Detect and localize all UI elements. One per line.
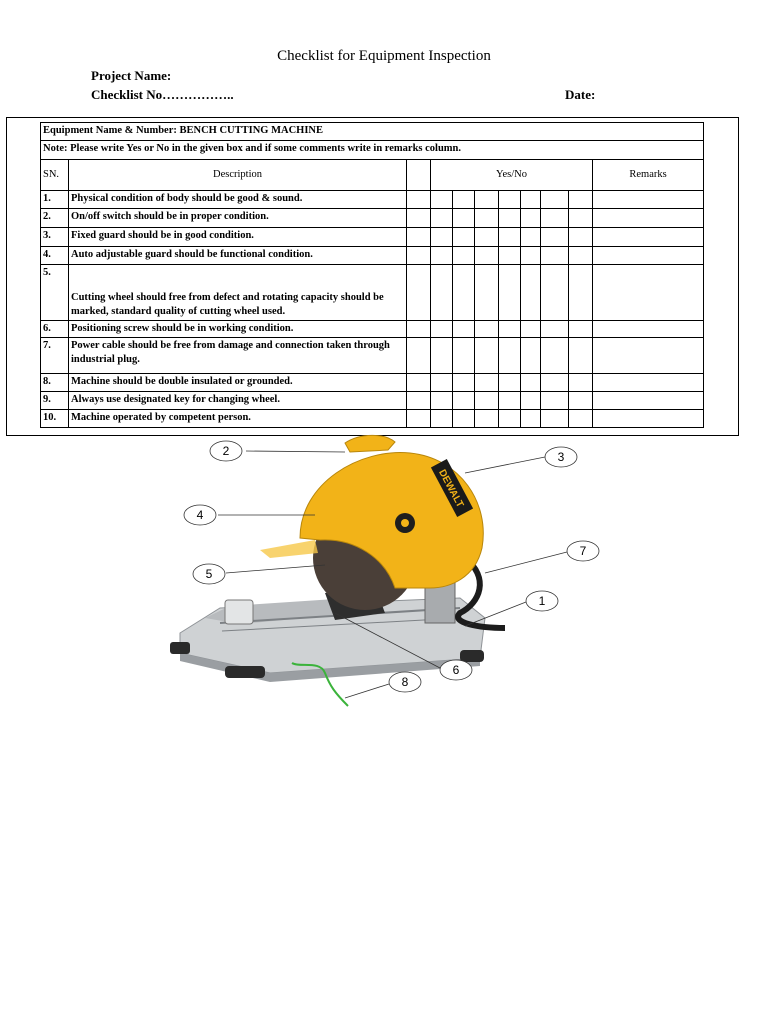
yes-no-box[interactable] bbox=[475, 228, 499, 247]
yes-no-box[interactable] bbox=[521, 374, 541, 392]
remarks-cell[interactable] bbox=[593, 374, 704, 392]
svg-text:6: 6 bbox=[452, 663, 460, 677]
yes-no-box[interactable] bbox=[499, 191, 521, 209]
remarks-cell[interactable] bbox=[593, 191, 704, 209]
row-sn: 5. bbox=[41, 265, 69, 321]
row-sn: 6. bbox=[41, 321, 69, 338]
machine-figure bbox=[160, 428, 610, 718]
yes-no-box[interactable] bbox=[569, 228, 593, 247]
yes-no-box[interactable] bbox=[453, 321, 475, 338]
row-description: Auto adjustable guard should be functional condition. bbox=[69, 247, 407, 265]
remarks-cell[interactable] bbox=[593, 228, 704, 247]
yes-no-box[interactable] bbox=[431, 228, 453, 247]
yes-no-box[interactable] bbox=[453, 228, 475, 247]
row-blank-cell bbox=[407, 209, 431, 228]
yes-no-box[interactable] bbox=[453, 374, 475, 392]
yes-no-box[interactable] bbox=[499, 209, 521, 228]
yes-no-box[interactable] bbox=[499, 247, 521, 265]
yes-no-box[interactable] bbox=[521, 321, 541, 338]
yes-no-box[interactable] bbox=[499, 265, 521, 321]
yes-no-box[interactable] bbox=[431, 191, 453, 209]
remarks-cell[interactable] bbox=[593, 338, 704, 374]
row-sn: 8. bbox=[41, 374, 69, 392]
yes-no-box[interactable] bbox=[569, 374, 593, 392]
svg-text:3: 3 bbox=[557, 450, 565, 464]
project-name-label: Project Name: bbox=[91, 68, 172, 83]
row-blank-cell bbox=[407, 338, 431, 374]
yes-no-box[interactable] bbox=[475, 392, 499, 410]
brand-label: DEWALT bbox=[436, 467, 466, 510]
yes-no-box[interactable] bbox=[475, 247, 499, 265]
yes-no-box[interactable] bbox=[431, 338, 453, 374]
yes-no-box[interactable] bbox=[475, 191, 499, 209]
col-header-remarks: Remarks bbox=[593, 160, 704, 191]
remarks-cell[interactable] bbox=[593, 247, 704, 265]
svg-text:8: 8 bbox=[401, 675, 409, 689]
remarks-cell[interactable] bbox=[593, 209, 704, 228]
table-row bbox=[41, 228, 704, 247]
row-description: Machine operated by competent person. bbox=[69, 410, 407, 428]
row-sn: 9. bbox=[41, 392, 69, 410]
yes-no-box[interactable] bbox=[475, 410, 499, 428]
table-row bbox=[41, 392, 704, 410]
yes-no-box[interactable] bbox=[475, 338, 499, 374]
yes-no-box[interactable] bbox=[499, 410, 521, 428]
checklist-rows bbox=[41, 191, 704, 428]
remarks-cell[interactable] bbox=[593, 410, 704, 428]
col-header-sn: SN. bbox=[41, 160, 69, 191]
row-description: Fixed guard should be in good condition. bbox=[69, 228, 407, 247]
yes-no-box[interactable] bbox=[431, 265, 453, 321]
yes-no-box[interactable] bbox=[453, 265, 475, 321]
yes-no-box[interactable] bbox=[431, 247, 453, 265]
yes-no-box[interactable] bbox=[569, 338, 593, 374]
yes-no-box[interactable] bbox=[541, 209, 569, 228]
col-header-yesno: Yes/No bbox=[431, 160, 593, 191]
yes-no-box[interactable] bbox=[541, 265, 569, 321]
row-blank-cell bbox=[407, 321, 431, 338]
row-sn: 2. bbox=[41, 209, 69, 228]
row-blank-cell bbox=[407, 392, 431, 410]
svg-text:1: 1 bbox=[538, 594, 546, 608]
yes-no-box[interactable] bbox=[431, 410, 453, 428]
remarks-cell[interactable] bbox=[593, 321, 704, 338]
yes-no-box[interactable] bbox=[569, 265, 593, 321]
row-sn: 1. bbox=[41, 191, 69, 209]
row-sn: 7. bbox=[41, 338, 69, 374]
yes-no-box[interactable] bbox=[475, 265, 499, 321]
yes-no-box[interactable] bbox=[521, 209, 541, 228]
yes-no-box[interactable] bbox=[453, 247, 475, 265]
checklist-no-label: Checklist No…………….. bbox=[91, 87, 234, 102]
svg-text:5: 5 bbox=[205, 567, 213, 581]
inspection-table bbox=[40, 122, 704, 428]
equipment-name-cell: Equipment Name & Number: BENCH CUTTING MACHINE bbox=[41, 123, 704, 141]
yes-no-box[interactable] bbox=[569, 209, 593, 228]
table-row bbox=[41, 247, 704, 265]
row-blank-cell bbox=[407, 265, 431, 321]
remarks-cell[interactable] bbox=[593, 265, 704, 321]
row-blank-cell bbox=[407, 228, 431, 247]
yes-no-box[interactable] bbox=[453, 392, 475, 410]
yes-no-box[interactable] bbox=[521, 392, 541, 410]
table-row bbox=[41, 209, 704, 228]
yes-no-box[interactable] bbox=[431, 392, 453, 410]
svg-text:4: 4 bbox=[196, 508, 204, 522]
yes-no-box[interactable] bbox=[475, 374, 499, 392]
yes-no-box[interactable] bbox=[521, 191, 541, 209]
yes-no-box[interactable] bbox=[569, 410, 593, 428]
yes-no-box[interactable] bbox=[453, 338, 475, 374]
yes-no-box[interactable] bbox=[569, 247, 593, 265]
yes-no-box[interactable] bbox=[453, 410, 475, 428]
yes-no-box[interactable] bbox=[499, 392, 521, 410]
row-description: Power cable should be free from damage and connection taken through industrial plug. bbox=[69, 338, 407, 374]
yes-no-box[interactable] bbox=[521, 410, 541, 428]
yes-no-box[interactable] bbox=[569, 321, 593, 338]
page-title: Checklist for Equipment Inspection bbox=[277, 48, 491, 64]
yes-no-box[interactable] bbox=[541, 392, 569, 410]
row-sn: 4. bbox=[41, 247, 69, 265]
row-description: Positioning screw should be in working condition. bbox=[69, 321, 407, 338]
yes-no-box[interactable] bbox=[431, 209, 453, 228]
row-sn: 3. bbox=[41, 228, 69, 247]
table-row bbox=[41, 191, 704, 209]
note-cell: Note: Please write Yes or No in the given box and if some comments write in remarks column. bbox=[41, 141, 704, 160]
yes-no-box[interactable] bbox=[499, 338, 521, 374]
table-row bbox=[41, 338, 704, 374]
yes-no-box[interactable] bbox=[431, 321, 453, 338]
yes-no-box[interactable] bbox=[431, 374, 453, 392]
yes-no-box[interactable] bbox=[521, 247, 541, 265]
row-description: Physical condition of body should be good & sound. bbox=[69, 191, 407, 209]
row-description: Always use designated key for changing wheel. bbox=[69, 392, 407, 410]
yes-no-box[interactable] bbox=[541, 247, 569, 265]
yes-no-box[interactable] bbox=[541, 228, 569, 247]
yes-no-box[interactable] bbox=[541, 321, 569, 338]
date-label: Date: bbox=[565, 87, 596, 102]
yes-no-box[interactable] bbox=[541, 374, 569, 392]
table-row bbox=[41, 321, 704, 338]
row-description: On/off switch should be in proper condition. bbox=[69, 209, 407, 228]
table-row bbox=[41, 265, 704, 321]
yes-no-box[interactable] bbox=[453, 191, 475, 209]
row-blank-cell bbox=[407, 374, 431, 392]
yes-no-box[interactable] bbox=[521, 265, 541, 321]
remarks-cell[interactable] bbox=[593, 392, 704, 410]
yes-no-box[interactable] bbox=[541, 338, 569, 374]
yes-no-box[interactable] bbox=[569, 191, 593, 209]
yes-no-box[interactable] bbox=[521, 228, 541, 247]
row-sn: 10. bbox=[41, 410, 69, 428]
yes-no-box[interactable] bbox=[499, 228, 521, 247]
row-description: Cutting wheel should free from defect and rotating capacity should be marked, standard quality of cutting wheel used. bbox=[69, 265, 407, 321]
yes-no-box[interactable] bbox=[569, 392, 593, 410]
yes-no-box[interactable] bbox=[475, 209, 499, 228]
row-blank-cell bbox=[407, 191, 431, 209]
svg-text:2: 2 bbox=[222, 444, 230, 458]
row-blank-cell bbox=[407, 247, 431, 265]
yes-no-box[interactable] bbox=[499, 374, 521, 392]
col-header-blank bbox=[407, 160, 431, 191]
yes-no-box[interactable] bbox=[453, 209, 475, 228]
yes-no-box[interactable] bbox=[541, 410, 569, 428]
yes-no-box[interactable] bbox=[541, 191, 569, 209]
yes-no-box[interactable] bbox=[499, 321, 521, 338]
yes-no-box[interactable] bbox=[521, 338, 541, 374]
yes-no-box[interactable] bbox=[475, 321, 499, 338]
table-row bbox=[41, 410, 704, 428]
table-row bbox=[41, 374, 704, 392]
row-description: Machine should be double insulated or grounded. bbox=[69, 374, 407, 392]
svg-text:7: 7 bbox=[579, 544, 587, 558]
row-blank-cell bbox=[407, 410, 431, 428]
col-header-description: Description bbox=[69, 160, 407, 191]
